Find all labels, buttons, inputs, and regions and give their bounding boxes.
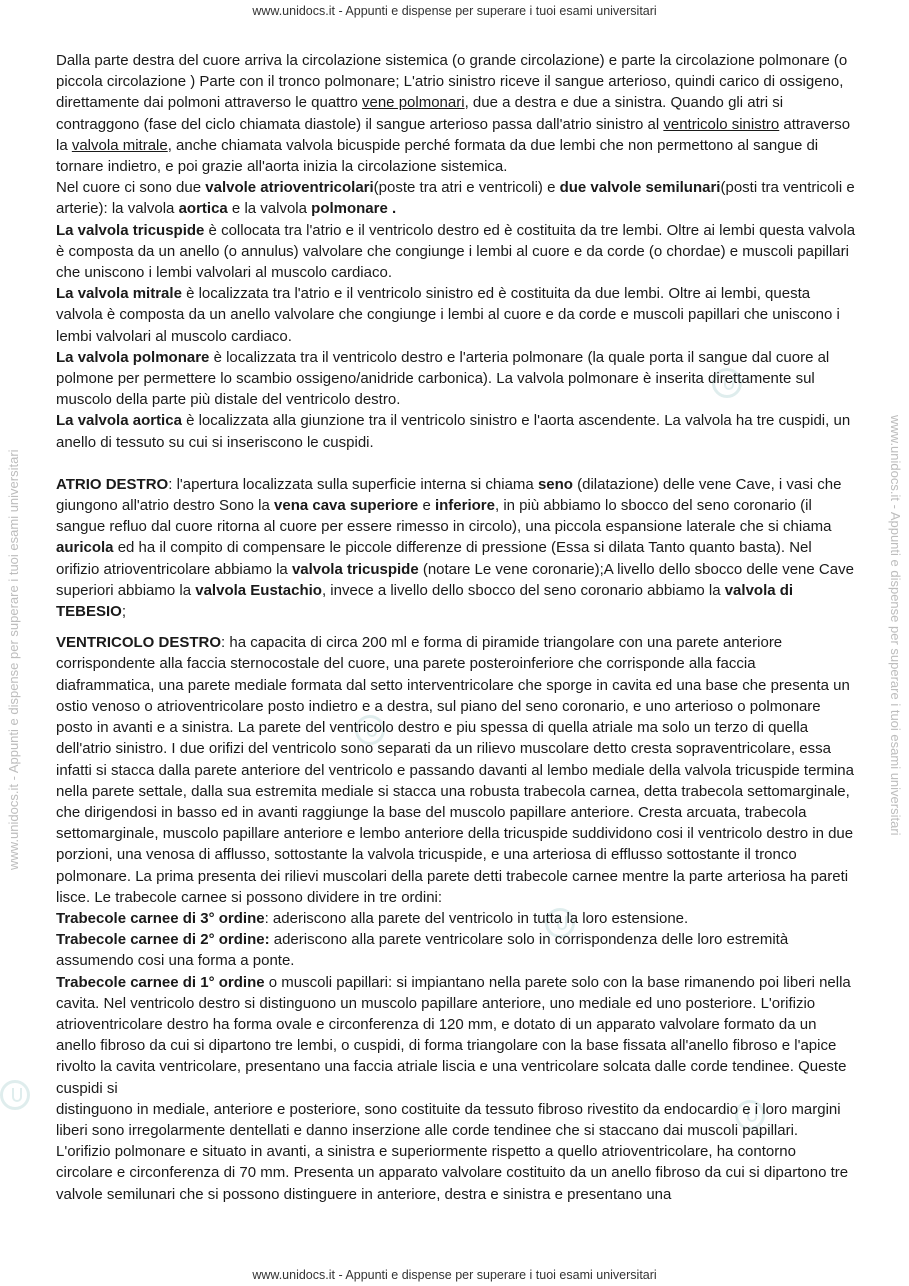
bold-term: aortica (178, 200, 228, 218)
text-run: ed ha il compito di compensare le piccole differenze di pressione (Essa si dilata Tanto quanto basta). Nel orifizio atrioventricolare abbiamo la (56, 539, 812, 578)
text-run: è collocata tra l'atrio e il ventricolo destro ed è costituita da tre lembi. Oltre ai lembi questa valvola è composta da un anello (o annulus) valvolare che congiunge i lembi al cuore e da corde (o chordae) e muscoli papillari che uniscono i lembi valvolari al muscolo cardiaco. (56, 221, 856, 282)
footer-watermark: www.unidocs.it - Appunti e dispense per superare i tuoi esami universitari (252, 1268, 657, 1282)
mitral-paragraph (56, 283, 856, 347)
side-watermark-left: www.unidocs.it - Appunti e dispense per superare i tuoi esami universitari (6, 449, 21, 870)
section-heading: ATRIO DESTRO (56, 475, 169, 493)
bold-term: La (56, 412, 78, 430)
bold-term: inferiore (434, 497, 495, 515)
trabecole-2-paragraph (56, 929, 856, 971)
text-run: è localizzata tra il ventricolo destro e l'arteria polmonare (la quale porta il sangue dal cuore al polmone per permettere lo scambio ossigeno/anidride carbonica). La valvola polmonare è inserita direttamente sul muscolo della parte più distale del ventricolo destro. (56, 348, 830, 409)
aortic-paragraph (56, 410, 856, 452)
bold-term: Trabecole carnee di 1° ordine (56, 973, 265, 991)
text-run: distinguono in mediale, anteriore e posteriore, sono costituite da tessuto fibroso rivestito da endocardio e i loro margini liberi sono irregolarmente dentellati e danno inserzione alle corde tendinee che si staccano dai muscoli papillari. L'orifizio polmonare e situato in avanti, a sinistra e superiormente rispetto a quello atrioventricolare, ha contorno circolare e circonferenza di 70 mm. Presenta un apparato valvolare costituito da un anello fibroso da cui si dipartono tre valvole semilunari che si possono distinguere in anteriore, destra e sinistra e presentano una (56, 1100, 849, 1203)
bold-term: Trabecole carnee di 3° ordine (56, 909, 265, 927)
side-watermark-right: www.unidocs.it - Appunti e dispense per superare i tuoi esami universitari (888, 415, 903, 836)
bold-term: valvola Eustachio (195, 581, 322, 599)
bold-term: valvola tricuspide (291, 560, 419, 578)
text-run: , invece a livello dello sbocco del seno coronario abbiamo la (321, 581, 725, 599)
text-run: (poste tra atri e ventricoli) e (373, 179, 560, 197)
bold-term: valvole atrioventricolari (205, 179, 374, 197)
text-run: Nel cuore ci sono due (56, 179, 206, 197)
tricuspid-paragraph (56, 220, 856, 284)
text-run: è localizzata tra l'atrio e il ventricolo sinistro ed è costituita da due lembi. Oltre ai lembi, questa valvola è composta da un anello valvolare che congiunge i lembi al cuore e da corde e muscoli papillari che uniscono i lembi valvolari al muscolo cardiaco. (56, 285, 840, 345)
bold-term: valvola polmonare (77, 348, 210, 366)
text-run: , due a destra e due a sinistra. Quando gli atri si contraggono (fase del ciclo chiamata diastole) il sangue arterioso passa dall'atrio sinistro al (56, 94, 784, 133)
atrio-destro-paragraph (56, 474, 856, 622)
text-run: ; (121, 603, 127, 621)
text-run: (dilatazione) delle vene Cave, i vasi che giungono all'atrio destro Sono la (56, 475, 842, 515)
link-ventricolo-sinistro[interactable]: ventricolo sinistro (663, 115, 780, 133)
watermark-logo-icon (0, 1080, 30, 1110)
trabecole-1-paragraph (56, 972, 856, 1099)
text-run: e la valvola (227, 200, 312, 218)
cuspids-paragraph (56, 1099, 856, 1205)
bold-term: auricola (56, 539, 114, 557)
intro-paragraph (56, 50, 856, 177)
text-run: è localizzata alla giunzione tra il ventricolo sinistro e l'aorta ascendente. La valvola ha tre cuspidi, un anello di tessuto su cui si inseriscono le cuspidi. (56, 412, 851, 451)
spacer (56, 622, 856, 632)
section-heading: VENTRICOLO DESTRO (56, 634, 222, 652)
text-run: (posti tra ventricoli e arterie): la valvola (56, 179, 855, 218)
text-run: (notare Le vene coronarie);A livello dello sbocco delle vene Cave superiori abbiamo la (56, 560, 854, 599)
text-run: e (418, 497, 435, 515)
bold-term: polmonare . (311, 200, 397, 218)
link-vene-polmonari[interactable]: vene polmonari (362, 94, 465, 112)
pulmonary-paragraph (56, 347, 856, 411)
document-body (56, 50, 856, 1205)
bold-term: La valvola tricuspide (56, 221, 205, 239)
spacer (56, 453, 856, 474)
text-run: aderiscono alla parete ventricolare solo in corrispondenza delle loro estremità assumendo cosi una forma a ponte. (56, 931, 789, 970)
bold-term: seno (537, 475, 573, 493)
text-run: Dalla parte destra del cuore arriva la circolazione sistemica (o grande circolazione) e parte la circolazione polmonare (o piccola circolazione ) Parte con il tronco polmonare; L'atrio sinistro riceve il sangue arterioso, quindi carico di ossigeno, direttamente dai polmoni attraverso le quattro (56, 52, 848, 112)
bold-term: due valvole semilunari (559, 179, 721, 197)
text-run: , in più abbiamo lo sbocco del seno coronario (il sangue refluo dal cuore ritorna al cuore per essere rimesso in circolo), una piccola espansione laterale che si chiama (56, 497, 832, 536)
text-run: attraverso la (56, 115, 851, 154)
bold-term: vena cava superiore (274, 497, 419, 515)
bold-term: valvola aortica (77, 412, 182, 430)
ventricolo-destro-paragraph (56, 632, 856, 908)
text-run: , anche chiamata valvola bicuspide perché formata da due lembi che non permettono al sangue di tornare indietro, e poi grazie all'aorta inizia la circolazione sistemica. (56, 136, 819, 176)
bold-term: La (56, 348, 78, 366)
bold-term: valvola mitrale (77, 285, 182, 303)
link-valvola-mitrale[interactable]: valvola mitrale (71, 136, 168, 154)
header-watermark: www.unidocs.it - Appunti e dispense per superare i tuoi esami universitari (252, 4, 657, 18)
text-run: : ha capacita di circa 200 ml e forma di piramide triangolare con una parete anteriore corrispondente alla faccia sternocostale del cuore, una parete posteroinferiore che corrisponde alla faccia diaframmatica, una parete mediale formata dal setto interventricolare che sporge in cavita ed una base che presenta un ostio venoso o atrioventricolare posto indietro e a destra, sul piano del seno coronario, e uno arterioso o polmonare posto in avanti e a sinistra. La parete del ventricolo destro e piu spessa di quella atriale ma solo un terzo di quella dell'atrio sinistro. I due orifizi del ventricolo sono separati da un rilievo muscolare detto cresta sopraventricolare, essa infatti si stacca dalla parete anteriore del ventricolo e passando davanti al lembo mediale della valvola tricuspide termina nella parete settale, dalla sua estremita mediale si stacca una robusta trabecola carnea, detta trabecola settomarginale, che dirigendosi in basso ed in avanti raggiunge la base del muscolo papillare anteriore. Cresta arcuata, trabecola settomarginale, muscolo papillare anteriore e lembo anteriore della tricuspide suddividono cosi il ventricolo destro in due porzioni, una venosa di afflusso, sottostante la valvola tricuspide, e una arteriosa di efflusso sottostante il tronco polmonare. La prima presenta dei rilievi muscolari della parete detti trabecole carnee mentre la parte arteriosa ha pareti lisce. Le trabecole carnee si possono dividere in tre ordini: (56, 634, 854, 906)
bold-term: La (56, 285, 78, 303)
bold-term: Trabecole carnee di 2° ordine: (56, 931, 270, 949)
bold-term: valvola di TEBESIO (56, 581, 794, 621)
text-run: o muscoli papillari: si impiantano nella parete solo con la base rimanendo poi liberi nella cavita. Nel ventricolo destro si distinguono un muscolo papillare anteriore, uno mediale ed uno posteriore. L'orifizio atrioventricolare destro ha forma ovale e circonferenza di 120 mm, e dotato di un apparato valvolare formato da un anello fibroso da cui si dipartono tre lembi, o cuspidi, di forma triangolare con la base fissata all'anello fibroso e l'apice rivolto la cavita ventricolare, presentano una faccia atriale liscia e una ventricolare solcata dalle corde tendinee. Queste cuspidi si (56, 973, 851, 1097)
valves-overview-paragraph (56, 177, 856, 219)
trabecole-3-paragraph (56, 908, 856, 929)
text-run: : l'apertura localizzata sulla superficie interna si chiama (168, 475, 538, 493)
text-run: : aderiscono alla parete del ventricolo in tutta la loro estensione. (264, 909, 689, 927)
